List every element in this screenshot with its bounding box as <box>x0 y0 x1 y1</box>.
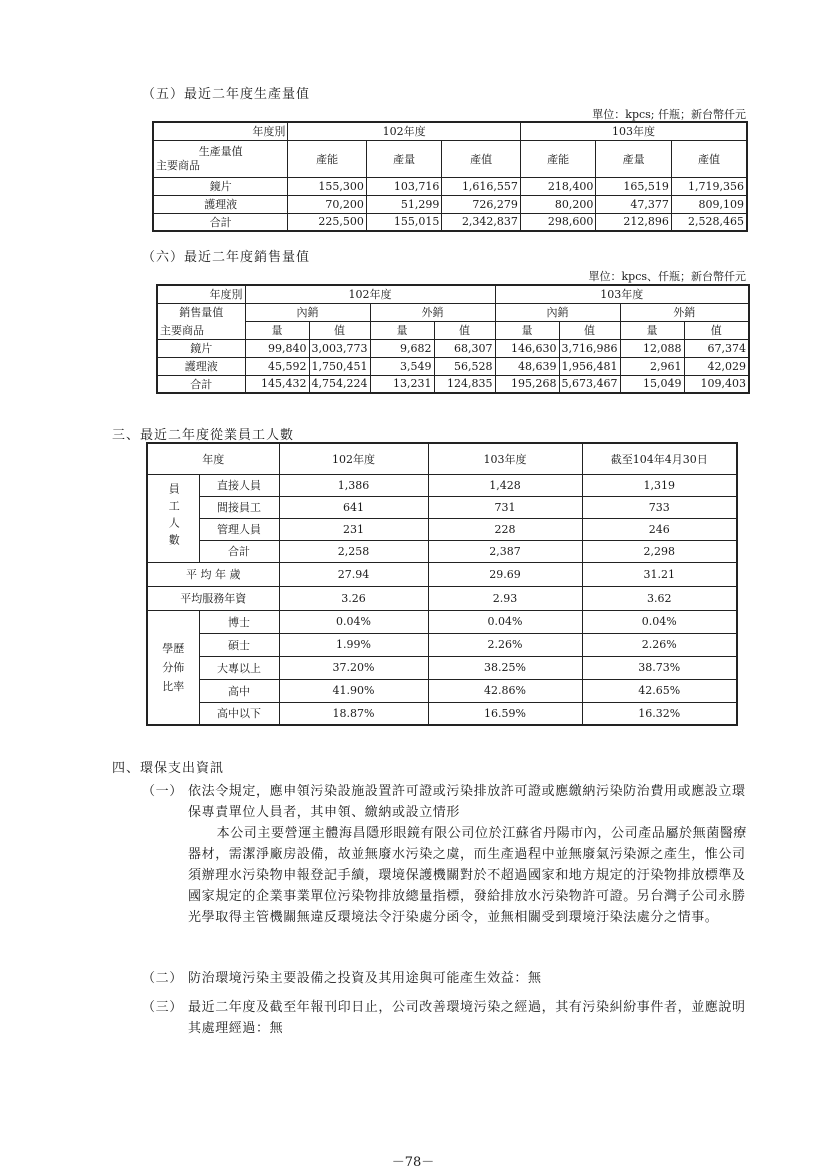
col-header: 產能 <box>520 140 596 177</box>
cell: 27.94 <box>279 562 428 586</box>
cell: 1,386 <box>279 474 428 496</box>
table-row <box>147 586 737 610</box>
cell: 80,200 <box>520 195 596 213</box>
cell: 3,549 <box>370 357 434 375</box>
cell: 1,750,451 <box>309 357 370 375</box>
employee-group-label <box>147 474 199 562</box>
cell: 42,029 <box>684 357 749 375</box>
cell: 4,754,224 <box>309 375 370 393</box>
header-value: 銷售量值 <box>157 303 245 321</box>
header-year: 年度別 <box>157 285 245 303</box>
item-1 <box>142 781 747 928</box>
cell: 2.26% <box>582 633 737 656</box>
row-label: 合計 <box>199 540 279 562</box>
cell: 67,374 <box>684 339 749 357</box>
table-row <box>153 195 747 213</box>
cell: 2.26% <box>428 633 582 656</box>
cell: 1,319 <box>582 474 737 496</box>
cell: 42.65% <box>582 679 737 702</box>
item-1-label-text: （一） <box>142 784 183 799</box>
cell: 2,528,465 <box>671 213 747 231</box>
row-label: 平均服務年資 <box>147 586 279 610</box>
header-product: 主要商品 <box>157 321 245 339</box>
cell: 16.59% <box>428 702 582 725</box>
cell: 195,268 <box>495 375 559 393</box>
cell: 731 <box>428 496 582 518</box>
col-header-qty: 量 <box>620 321 684 339</box>
row-label: 鏡片 <box>153 177 288 195</box>
education-group-line: 比率 <box>162 679 185 693</box>
row-label: 大專以上 <box>199 656 279 679</box>
cell: 1.99% <box>279 633 428 656</box>
cell: 2,298 <box>582 540 737 562</box>
cell: 70,200 <box>288 195 367 213</box>
col-header: 產量 <box>366 140 442 177</box>
cell: 165,519 <box>596 177 672 195</box>
header-year: 年度 <box>147 443 279 474</box>
col-header-qty: 量 <box>495 321 559 339</box>
cell: 2,961 <box>620 357 684 375</box>
header-102: 102年度 <box>288 122 521 140</box>
cell: 2,342,837 <box>442 213 521 231</box>
cell: 103,716 <box>366 177 442 195</box>
cell: 38.73% <box>582 656 737 679</box>
table-row <box>147 610 737 633</box>
col-header: 產值 <box>671 140 747 177</box>
item-1-body: 本公司主要營運主體海昌隱形眼鏡有限公司位於江蘇省丹陽市內，公司產品屬於無菌醫療器材，需潔淨廠房設備，故並無廢水污染之虞，而生產過程中並無廢氣污染源之產生，惟公司須辦理水污染物申報登記手續，環境保護機關對於不超過國家和地方規定的汙染物排放標準及國家規定的企業事業單位污染物排放總量指標，發給排放水污染物許可證。另台灣子公司永勝光學取得主管機關無違反環境法令汙染處分函令，並無相關受到環境汙染法處分之情事。 <box>188 826 747 925</box>
cell: 47,377 <box>596 195 672 213</box>
cell: 218,400 <box>520 177 596 195</box>
cell: 9,682 <box>370 339 434 357</box>
col-header-val: 值 <box>434 321 495 339</box>
production-table <box>152 121 748 232</box>
cell: 68,307 <box>434 339 495 357</box>
header-corner <box>153 140 288 177</box>
cell: 18.87% <box>279 702 428 725</box>
cell: 2,387 <box>428 540 582 562</box>
section-3-title: 三、最近二年度從業員工人數 <box>112 428 295 443</box>
table-row <box>147 540 737 562</box>
row-label: 高中以下 <box>199 702 279 725</box>
cell: 809,109 <box>671 195 747 213</box>
cell: 0.04% <box>582 610 737 633</box>
col-header-val: 值 <box>559 321 620 339</box>
employee-table <box>146 442 738 726</box>
table-row <box>147 633 737 656</box>
table-row <box>147 656 737 679</box>
cell: 225,500 <box>288 213 367 231</box>
row-label: 合計 <box>153 213 288 231</box>
cell: 641 <box>279 496 428 518</box>
row-label: 直接人員 <box>199 474 279 496</box>
row-label: 合計 <box>157 375 245 393</box>
header-103: 103年度 <box>495 285 749 303</box>
cell: 124,835 <box>434 375 495 393</box>
section-6-unit: 單位：kpcs、仟瓶；新台幣仟元 <box>588 270 746 283</box>
item-1-content <box>188 781 747 928</box>
row-label: 高中 <box>199 679 279 702</box>
cell: 155,015 <box>366 213 442 231</box>
education-group-line: 學歷 <box>162 641 185 655</box>
table-row <box>157 375 749 393</box>
table-row <box>147 679 737 702</box>
row-label: 間接員工 <box>199 496 279 518</box>
item-2-label: （二） <box>142 971 183 986</box>
section-4-title: 四、環保支出資訊 <box>112 761 225 776</box>
col-header: 102年度 <box>279 443 428 474</box>
col-header-qty: 量 <box>370 321 434 339</box>
col-header: 103年度 <box>428 443 582 474</box>
table-row <box>153 177 747 195</box>
cell: 0.04% <box>428 610 582 633</box>
header-domestic: 內銷 <box>495 303 620 321</box>
table-row <box>147 562 737 586</box>
education-group-label <box>147 610 199 725</box>
cell: 228 <box>428 518 582 540</box>
cell: 0.04% <box>279 610 428 633</box>
row-label: 碩士 <box>199 633 279 656</box>
table-row <box>157 357 749 375</box>
sales-table <box>156 284 750 394</box>
cell: 13,231 <box>370 375 434 393</box>
section-5-unit: 單位：kpcs; 仟瓶；新台幣仟元 <box>592 108 746 121</box>
header-103: 103年度 <box>520 122 747 140</box>
col-header-qty: 量 <box>245 321 309 339</box>
table-row <box>153 213 747 231</box>
table-row <box>147 474 737 496</box>
table-row <box>147 702 737 725</box>
cell: 145,432 <box>245 375 309 393</box>
cell: 31.21 <box>582 562 737 586</box>
cell: 231 <box>279 518 428 540</box>
table-row <box>147 518 737 540</box>
item-1-label <box>142 781 188 802</box>
header-year: 年度別 <box>153 122 288 140</box>
cell: 15,049 <box>620 375 684 393</box>
col-header-val: 值 <box>309 321 370 339</box>
table-row <box>157 339 749 357</box>
row-label: 平 均 年 歲 <box>147 562 279 586</box>
header-102: 102年度 <box>245 285 495 303</box>
row-label: 護理液 <box>157 357 245 375</box>
cell: 155,300 <box>288 177 367 195</box>
item-2-text: 防治環境污染主要設備之投資及其用途與可能產生效益：無 <box>188 971 542 986</box>
cell: 38.25% <box>428 656 582 679</box>
cell: 48,639 <box>495 357 559 375</box>
cell: 246 <box>582 518 737 540</box>
cell: 37.20% <box>279 656 428 679</box>
header-domestic: 內銷 <box>245 303 370 321</box>
cell: 212,896 <box>596 213 672 231</box>
item-3 <box>142 997 747 1039</box>
col-header: 產能 <box>288 140 367 177</box>
cell: 1,428 <box>428 474 582 496</box>
education-group-line: 分佈 <box>162 660 185 674</box>
table-row <box>147 496 737 518</box>
col-header: 產值 <box>442 140 521 177</box>
cell: 42.86% <box>428 679 582 702</box>
cell: 3,003,773 <box>309 339 370 357</box>
cell: 51,299 <box>366 195 442 213</box>
page-number: －78－ <box>391 1155 435 1170</box>
cell: 146,630 <box>495 339 559 357</box>
cell: 298,600 <box>520 213 596 231</box>
cell: 5,673,467 <box>559 375 620 393</box>
col-header: 截至104年4月30日 <box>582 443 737 474</box>
col-header-val: 值 <box>684 321 749 339</box>
item-1-heading: 依法令規定，應申領污染設施設置許可證或污染排放許可證或應繳納污染防治費用或應設立環保專責單位人員者，其申領、繳納或設立情形 <box>188 784 746 820</box>
cell: 2,258 <box>279 540 428 562</box>
section-6-title: （六）最近二年度銷售量值 <box>142 250 311 265</box>
cell: 41.90% <box>279 679 428 702</box>
cell: 1,719,356 <box>671 177 747 195</box>
cell: 1,956,481 <box>559 357 620 375</box>
cell: 109,403 <box>684 375 749 393</box>
header-product: 主要商品 <box>156 158 200 172</box>
cell: 733 <box>582 496 737 518</box>
col-header: 產量 <box>596 140 672 177</box>
row-label: 護理液 <box>153 195 288 213</box>
cell: 45,592 <box>245 357 309 375</box>
item-2 <box>142 968 747 989</box>
header-value: 生產量值 <box>198 144 243 158</box>
cell: 56,528 <box>434 357 495 375</box>
cell: 3,716,986 <box>559 339 620 357</box>
row-label: 鏡片 <box>157 339 245 357</box>
employee-group-text: 員工人數 <box>167 482 181 551</box>
item-3-text: 最近二年度及截至年報刊印日止，公司改善環境污染之經過，其有污染糾紛事件者，並應說明其處理經過：無 <box>188 1000 746 1036</box>
header-export: 外銷 <box>620 303 749 321</box>
cell: 29.69 <box>428 562 582 586</box>
cell: 3.26 <box>279 586 428 610</box>
cell: 12,088 <box>620 339 684 357</box>
item-3-label: （三） <box>142 1000 183 1015</box>
cell: 2.93 <box>428 586 582 610</box>
cell: 1,616,557 <box>442 177 521 195</box>
section-5-title: （五）最近二年度生產量值 <box>142 87 311 102</box>
cell: 99,840 <box>245 339 309 357</box>
row-label: 博士 <box>199 610 279 633</box>
row-label: 管理人員 <box>199 518 279 540</box>
header-export: 外銷 <box>370 303 495 321</box>
cell: 16.32% <box>582 702 737 725</box>
cell: 3.62 <box>582 586 737 610</box>
cell: 726,279 <box>442 195 521 213</box>
